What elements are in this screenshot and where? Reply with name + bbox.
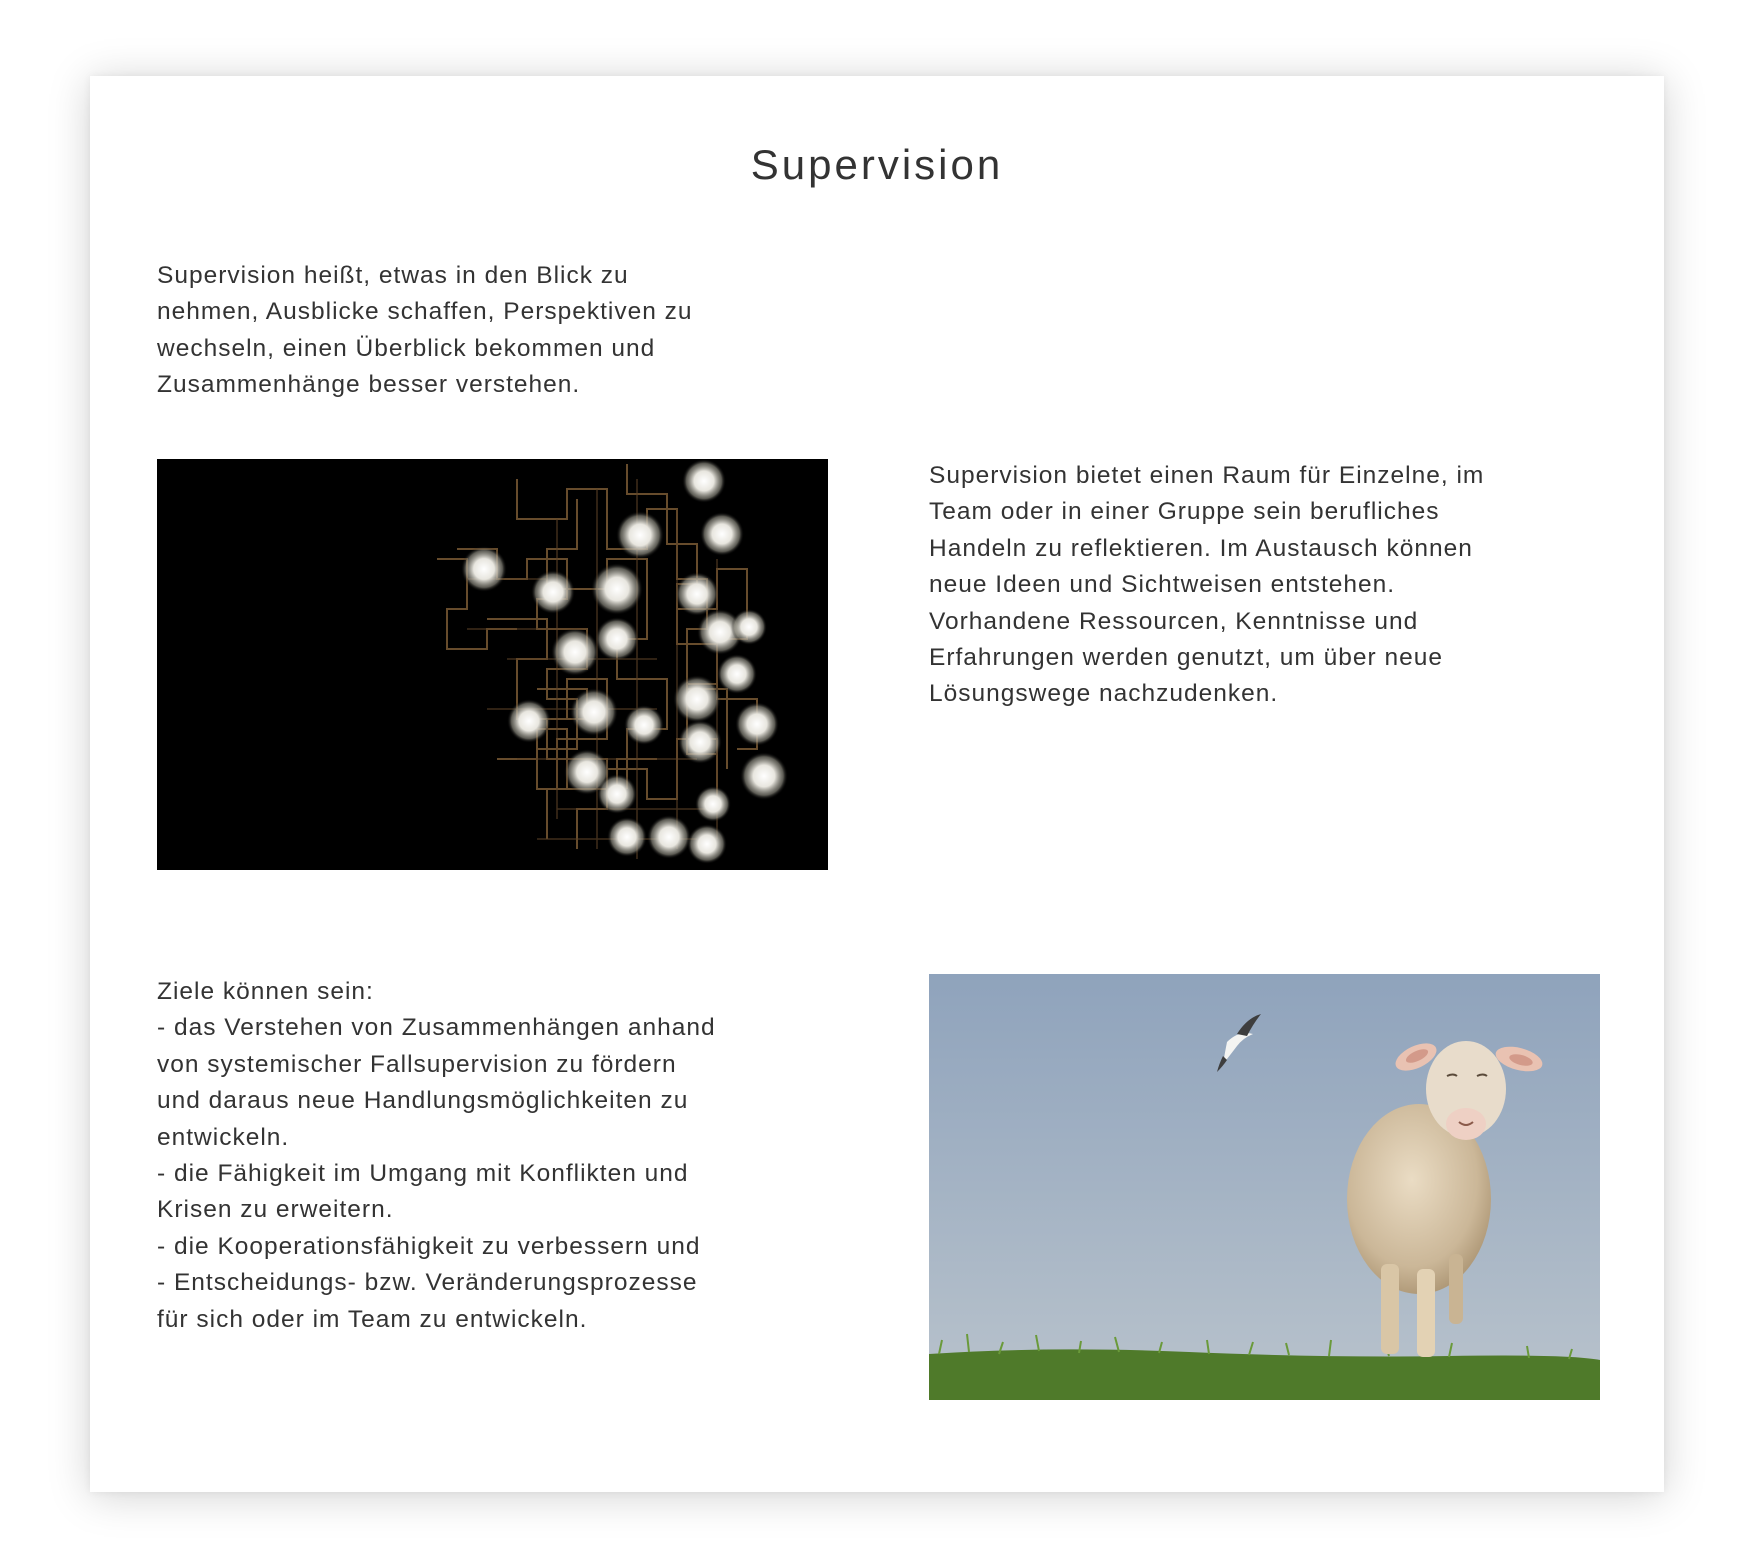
- light-sculpture-image: [157, 459, 828, 870]
- sheep-and-seagull-image: [929, 974, 1600, 1400]
- ziele-paragraph: Ziele können sein: - das Verstehen von Zusammenhängen anhand von systemischer Fallsupervision zu fördern und daraus neue Handlungsmöglichkeiten zu entwickeln. - die Fähigkeit im Umgang mit Konflikten und Krisen zu erweitern. - die Kooperationsfähigkeit zu verbessern und - Entscheidungs- bzw. Veränderungsprozesse für sich oder im Team zu entwickeln.: [157, 978, 716, 1333]
- content-card: [90, 76, 1664, 1492]
- intro-paragraph: Supervision heißt, etwas in den Blick zu nehmen, Ausblicke schaffen, Perspektiven zu wechseln, einen Überblick bekommen und Zusammenhänge besser verstehen.: [157, 262, 693, 399]
- sheep-photo: [929, 974, 1600, 1400]
- page-title: Supervision: [750, 141, 1004, 188]
- raum-paragraph: Supervision bietet einen Raum für Einzelne, im Team oder in einer Gruppe sein berufliches Handeln zu reflektieren. Im Austausch können neue Ideen und Sichtweisen entstehen. Vorhandene Ressourcen, Kenntnisse und Erfahrungen werden genutzt, um über neue Lösungswege nachzudenken.: [929, 462, 1485, 708]
- light-sculpture-photo: [157, 459, 828, 870]
